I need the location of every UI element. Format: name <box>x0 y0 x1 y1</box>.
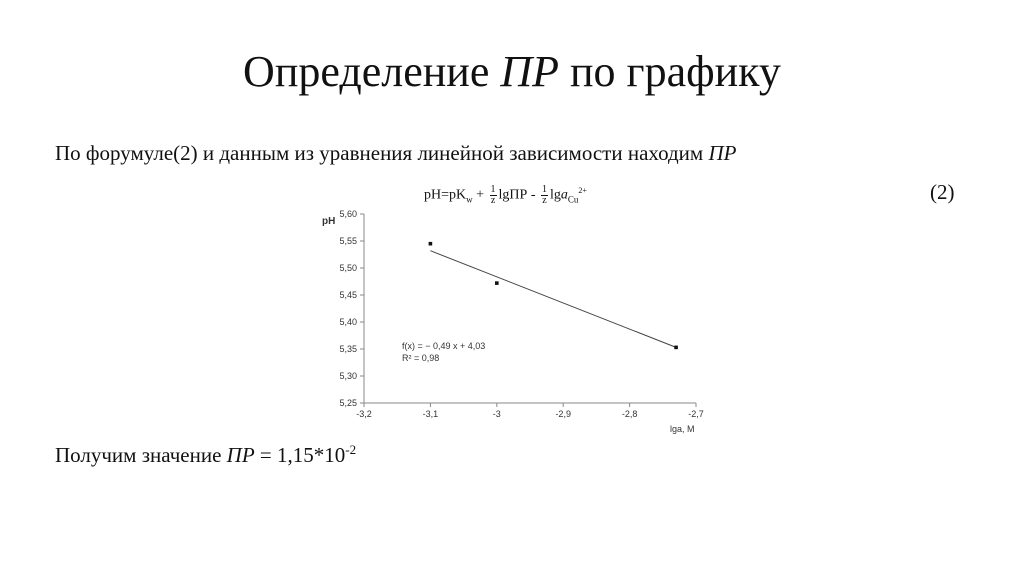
fraction-denominator: z <box>490 194 496 206</box>
slide-title <box>0 44 1024 100</box>
y-tick-label: 5,45 <box>339 290 357 300</box>
trend-equation: f(x) = − 0,49 x + 4,03 <box>402 341 486 351</box>
formula-k-sub: w <box>466 194 473 205</box>
fraction-numerator: 1 <box>490 183 496 195</box>
intro-italic: ПР <box>708 141 737 165</box>
fraction-denominator: z <box>542 194 547 206</box>
y-ticks <box>339 209 364 408</box>
formula-lg: lg <box>550 187 561 203</box>
x-tick-label: -2,8 <box>621 409 638 419</box>
y-axis-title <box>322 216 335 227</box>
trendline <box>430 251 676 348</box>
formula-fraction-1 <box>490 185 497 206</box>
y-tick-label: 5,40 <box>339 317 357 327</box>
y-axis-label: pH <box>322 216 336 227</box>
formula-lgpr: lgПР <box>498 187 528 203</box>
y-tick-label: 5,35 <box>339 344 357 354</box>
formula-a-sub: Cu <box>567 194 579 205</box>
result-italic: ПР <box>226 443 255 467</box>
result-exponent: -2 <box>345 442 357 457</box>
data-point <box>429 242 433 246</box>
axes <box>364 214 696 403</box>
x-ticks <box>356 403 704 419</box>
x-tick-label: -3 <box>492 409 501 419</box>
result-value: = 1,15*10 <box>254 443 346 467</box>
formula-a-sup: 2+ <box>578 186 587 195</box>
title-prefix: Определение <box>243 47 501 96</box>
equation-number: (2) <box>930 180 955 204</box>
title-suffix: по графику <box>559 47 781 96</box>
result-text <box>55 436 356 469</box>
formula-lhs: pH=p <box>424 187 457 203</box>
formula-a: a <box>560 187 568 203</box>
trendline-group <box>430 251 676 348</box>
result-prefix: Получим значение <box>55 443 227 467</box>
y-tick-label: 5,50 <box>339 263 357 273</box>
fraction-numerator: 1 <box>542 183 548 195</box>
x-tick-label: -3,2 <box>356 409 372 419</box>
r-squared: R² = 0,98 <box>402 353 440 363</box>
y-tick-label: 5,25 <box>339 398 357 408</box>
formula-minus: - <box>527 187 540 203</box>
intro-text <box>55 139 736 167</box>
x-axis-label: lga, M <box>670 424 695 434</box>
formula-k: K <box>456 187 467 203</box>
formula-fraction-2 <box>541 185 548 206</box>
y-tick-label: 5,55 <box>339 236 357 246</box>
x-tick-label: -2,7 <box>688 409 704 419</box>
intro-main: По форумуле(2) и данным из уравнения линейной зависимости находим <box>55 141 709 165</box>
data-point <box>495 281 499 285</box>
y-tick-label: 5,60 <box>339 209 357 219</box>
formula-plus: + <box>472 187 488 203</box>
x-tick-label: -3,1 <box>422 409 439 419</box>
scatter-chart <box>310 204 720 436</box>
title-italic: ПР <box>500 47 559 96</box>
y-tick-label: 5,30 <box>339 371 357 381</box>
data-point <box>674 346 678 350</box>
x-tick-label: -2,9 <box>555 409 571 419</box>
